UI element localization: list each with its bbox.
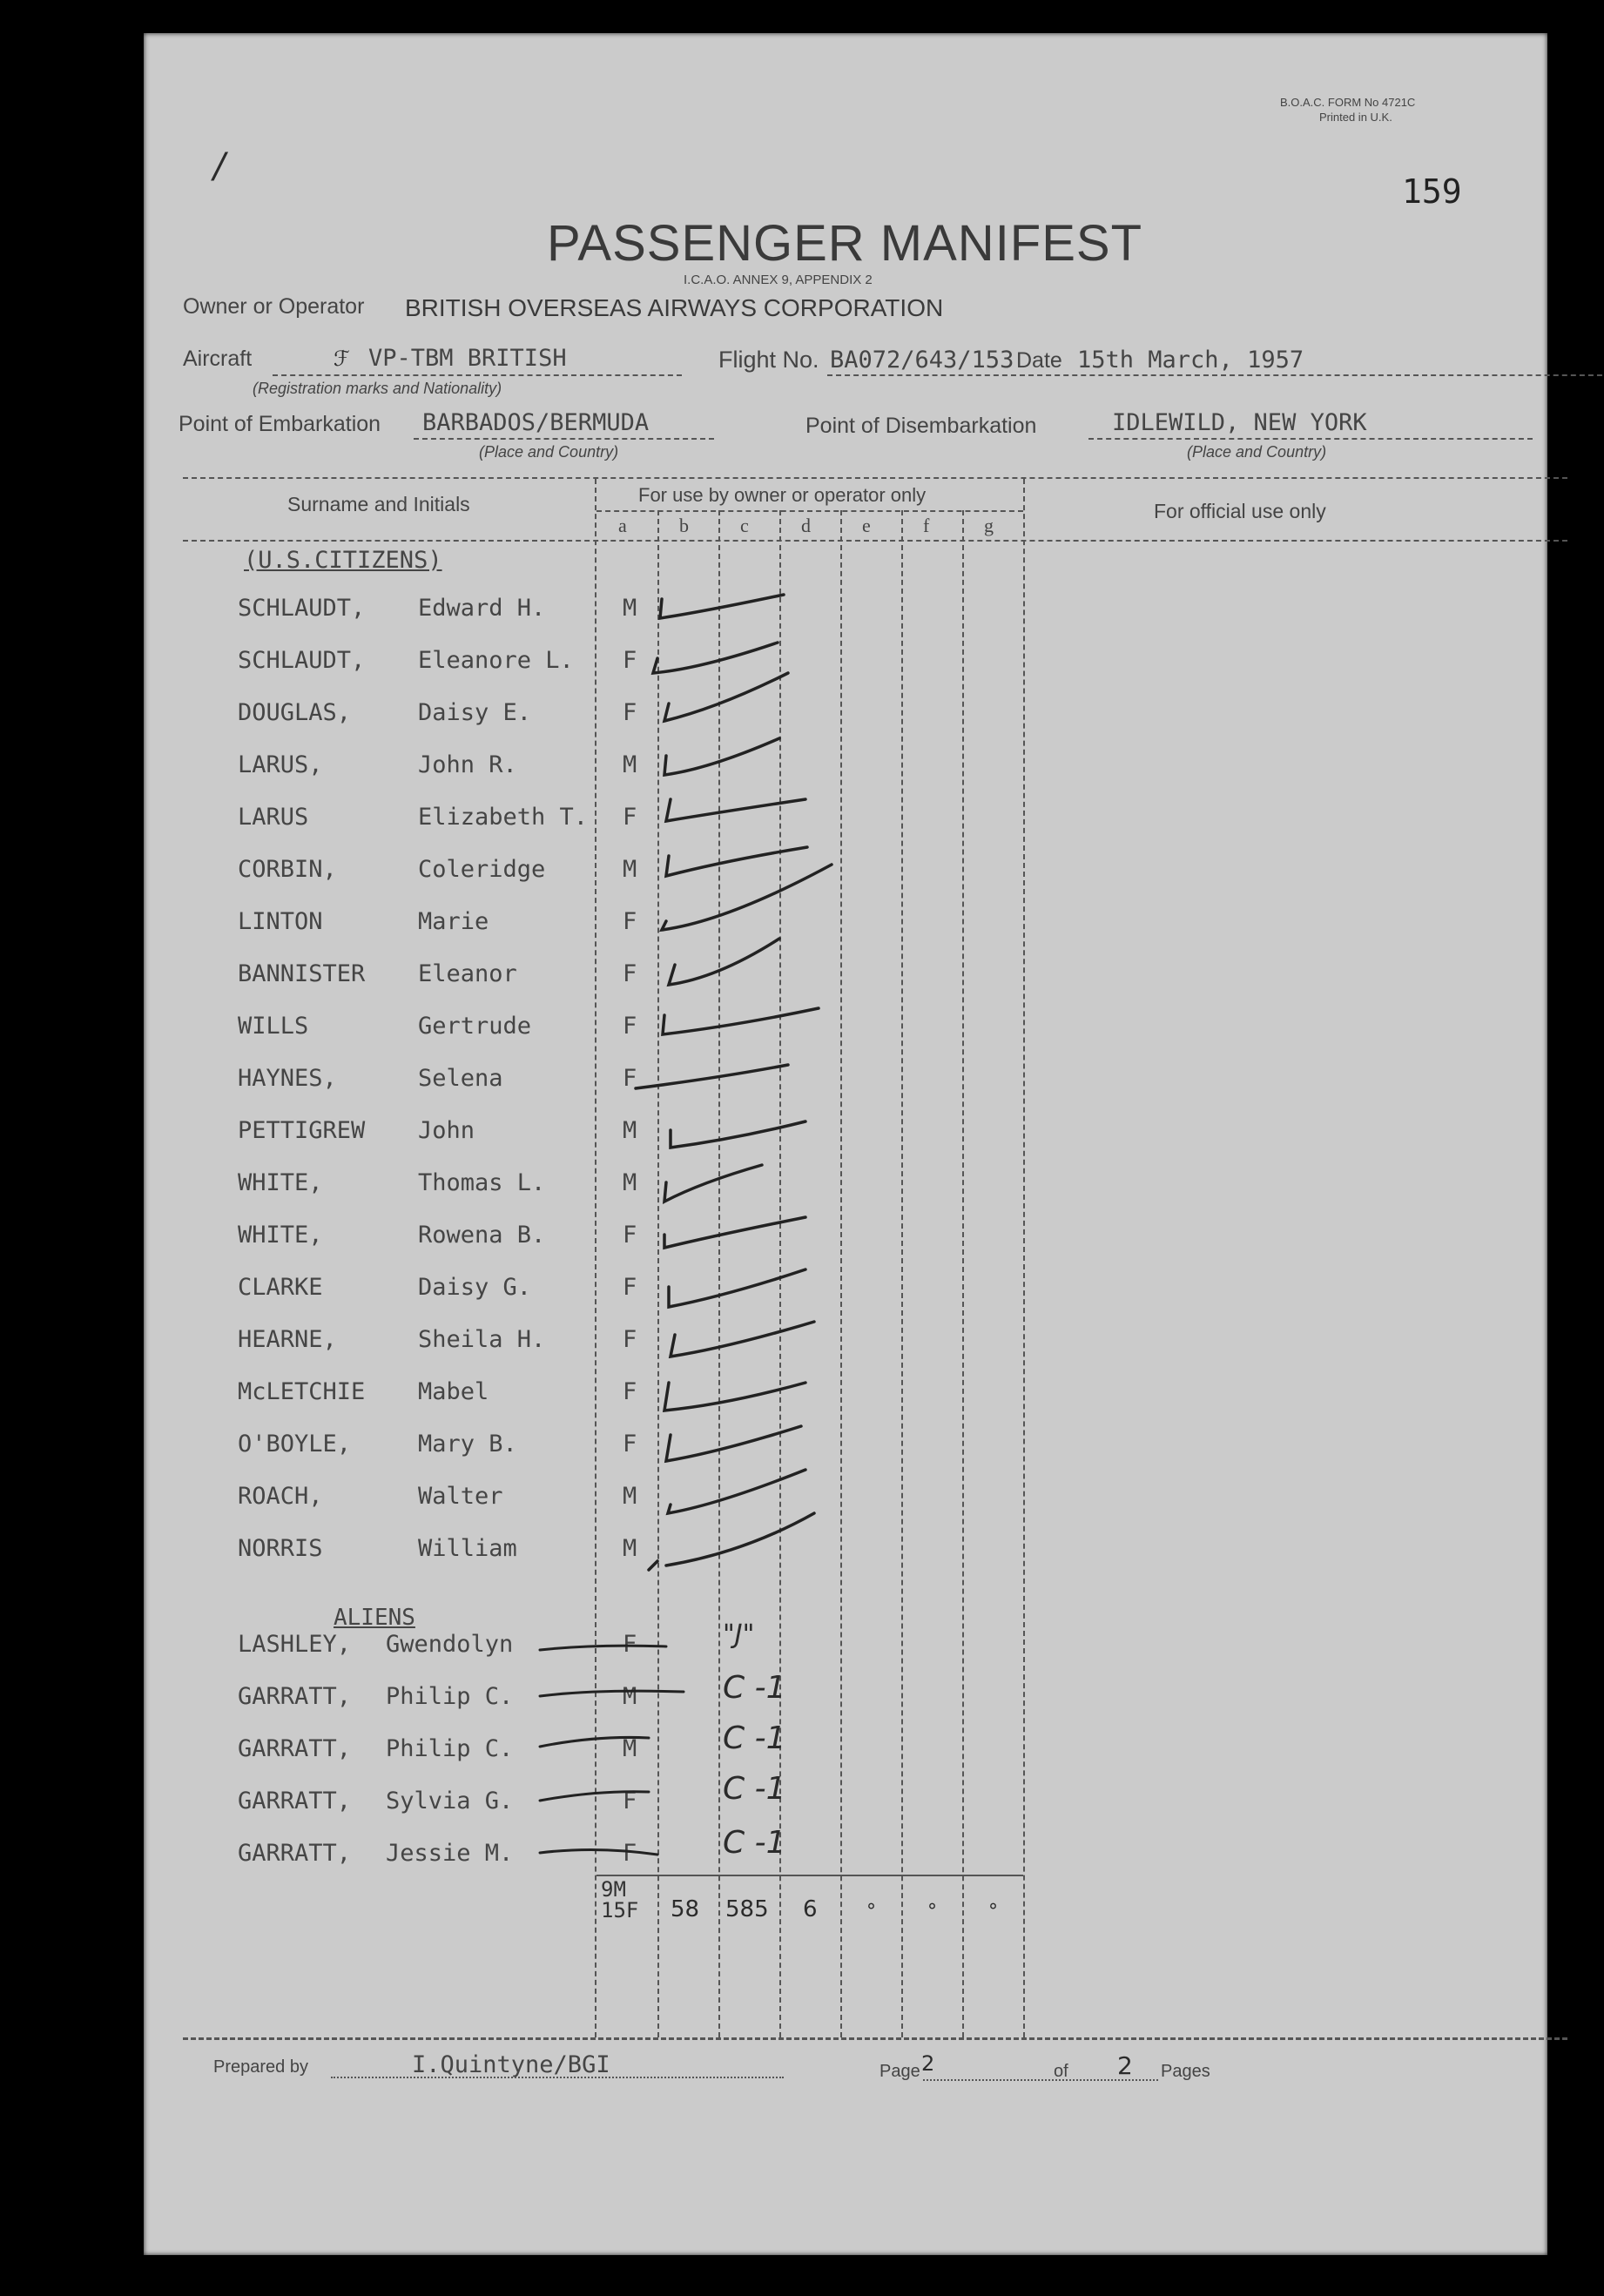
passenger-given-name: Eleanore L. [418, 647, 574, 674]
passenger-surname: CORBIN, [238, 856, 337, 883]
check-mark [653, 643, 778, 673]
page-label: Page [880, 2062, 920, 2081]
passenger-given-name: Philip C. [386, 1735, 514, 1762]
passenger-sex: F [623, 1013, 637, 1040]
col-line-7 [962, 510, 964, 2037]
passenger-mark: C -1 [723, 1825, 786, 1861]
page-underline [923, 2079, 1158, 2081]
check-mark [664, 1217, 805, 1248]
aircraft-note: (Registration marks and Nationality) [253, 380, 502, 397]
passenger-surname: ROACH, [238, 1483, 323, 1510]
check-mark [664, 1383, 805, 1411]
disembark-underline [1088, 438, 1533, 440]
passenger-sex: F [623, 1065, 637, 1092]
check-mark [666, 1513, 814, 1565]
passenger-sex: M [623, 1169, 637, 1196]
check-marks [636, 595, 832, 1570]
page-number: 2 [921, 2051, 935, 2076]
passenger-given-name: Jessie M. [386, 1840, 514, 1867]
aircraft-strike-mark: ℱ [334, 347, 350, 371]
passenger-sex: M [623, 751, 637, 778]
passenger-given-name: Rowena B. [418, 1222, 546, 1249]
subcol-b: b [679, 515, 689, 536]
page-total: 2 [1117, 2051, 1133, 2080]
check-mark [671, 1121, 805, 1148]
passenger-sex: F [623, 1431, 637, 1458]
passenger-given-name: Edward H. [418, 595, 546, 622]
aircraft-label: Aircraft [183, 347, 253, 371]
subcol-e: e [862, 515, 871, 536]
flight-label: Flight No. [718, 347, 819, 373]
passenger-given-name: Thomas L. [418, 1169, 546, 1196]
of-label: of [1054, 2062, 1068, 2081]
total-b: 58 [671, 1896, 700, 1922]
check-mark [668, 1470, 805, 1513]
total-a: 9M 15F [601, 1877, 639, 1922]
passenger-sex: F [623, 1274, 637, 1301]
total-e: ° [866, 1901, 876, 1922]
alien-strokes [540, 1646, 684, 1855]
printed-in: Printed in U.K. [1319, 111, 1392, 124]
passenger-given-name: Selena [418, 1065, 503, 1092]
passenger-sex: M [623, 1483, 637, 1510]
check-mark [664, 1165, 762, 1202]
passenger-sex: F [623, 960, 637, 987]
passenger-given-name: Sylvia G. [386, 1788, 514, 1815]
passenger-surname: CLARKE [238, 1274, 323, 1301]
passenger-sex: M [623, 1735, 637, 1762]
manifest-sheet [144, 33, 1547, 2255]
passenger-surname: WHITE, [238, 1169, 323, 1196]
embark-value: BARBADOS/BERMUDA [422, 409, 650, 436]
passenger-sex: F [623, 908, 637, 935]
disembark-label: Point of Disembarkation [805, 414, 1037, 438]
pen-stroke [540, 1691, 684, 1696]
col-line-1 [595, 479, 596, 2037]
passenger-given-name: Gertrude [418, 1013, 532, 1040]
section-us-citizens: (U.S.CITIZENS) [244, 547, 442, 574]
aircraft-value: VP-TBM BRITISH [368, 345, 567, 372]
passenger-surname: HEARNE, [238, 1326, 337, 1353]
passenger-mark: C -1 [723, 1670, 786, 1706]
passenger-given-name: John [418, 1117, 475, 1144]
col-line-3 [718, 510, 720, 2037]
disembark-value: IDLEWILD, NEW YORK [1112, 409, 1367, 436]
page-title: PASSENGER MANIFEST [547, 215, 1143, 272]
passenger-surname: GARRATT, [238, 1683, 352, 1710]
prepared-value: I.Quintyne/BGI [412, 2051, 610, 2078]
section-aliens: ALIENS [334, 1605, 415, 1631]
passenger-sex: F [623, 647, 637, 674]
flight-value: BA072/643/153 [830, 347, 1014, 374]
totals-top-rule [596, 1875, 1023, 1876]
passenger-surname: GARRATT, [238, 1840, 352, 1867]
passenger-mark: C -1 [723, 1771, 786, 1807]
col-official-header: For official use only [1154, 500, 1326, 522]
passenger-given-name: Eleanor [418, 960, 517, 987]
subcol-g: g [984, 515, 994, 536]
check-mark [649, 1561, 657, 1570]
passenger-surname: GARRATT, [238, 1735, 352, 1762]
col-operator-header: For use by owner or operator only [638, 484, 927, 506]
col-name-header: Surname and Initials [287, 493, 470, 515]
check-mark [669, 939, 779, 985]
passenger-surname: HAYNES, [238, 1065, 337, 1092]
aircraft-underline [273, 374, 682, 376]
form-code: B.O.A.C. FORM No 4721C [1280, 96, 1416, 109]
passenger-given-name: Mary B. [418, 1431, 517, 1458]
embark-label: Point of Embarkation [179, 412, 381, 436]
passenger-sex: M [623, 1683, 637, 1710]
passenger-surname: O'BOYLE, [238, 1431, 352, 1458]
passenger-given-name: Elizabeth T. [418, 804, 589, 831]
embark-note: (Place and Country) [479, 443, 619, 461]
pages-label: Pages [1161, 2062, 1210, 2081]
passenger-surname: SCHLAUDT, [238, 647, 366, 674]
flight-underline [827, 374, 1604, 376]
total-c: 585 [725, 1896, 769, 1922]
subcol-c: c [740, 515, 749, 536]
owner-value: BRITISH OVERSEAS AIRWAYS CORPORATION [405, 294, 944, 321]
prepared-label: Prepared by [213, 2057, 308, 2077]
stray-mark: / [213, 146, 226, 186]
passenger-given-name: Mabel [418, 1378, 489, 1405]
passenger-given-name: Walter [418, 1483, 503, 1510]
passenger-surname: WILLS [238, 1013, 309, 1040]
total-f: ° [927, 1901, 937, 1922]
passenger-sex: F [623, 1631, 637, 1658]
table-bottom-rule [183, 2037, 1567, 2040]
passenger-given-name: Gwendolyn [386, 1631, 514, 1658]
passenger-surname: WHITE, [238, 1222, 323, 1249]
check-mark [666, 799, 805, 821]
check-mark [671, 1322, 814, 1357]
subcol-f: f [923, 515, 930, 536]
passenger-given-name: Marie [418, 908, 489, 935]
passenger-mark: C -1 [723, 1720, 786, 1756]
passenger-sex: F [623, 1788, 637, 1815]
passenger-sex: F [623, 1840, 637, 1867]
owner-label: Owner or Operator [183, 294, 365, 319]
passenger-given-name: William [418, 1535, 517, 1562]
subcol-d: d [801, 515, 811, 536]
embark-underline [414, 438, 714, 440]
passenger-given-name: Sheila H. [418, 1326, 546, 1353]
passenger-surname: LINTON [238, 908, 323, 935]
passenger-sex: M [623, 595, 637, 622]
date-label: Date [1016, 348, 1062, 373]
passenger-surname: SCHLAUDT, [238, 595, 366, 622]
check-mark [664, 738, 779, 775]
table-top-rule [183, 477, 1567, 479]
passenger-surname: PETTIGREW [238, 1117, 366, 1144]
date-value: 15th March, 1957 [1077, 347, 1304, 374]
subcol-header-rule [596, 510, 1023, 512]
col-line-8 [1023, 479, 1025, 2037]
passenger-given-name: Philip C. [386, 1683, 514, 1710]
check-mark [662, 865, 832, 930]
check-mark [663, 1008, 819, 1034]
passenger-surname: LARUS [238, 804, 309, 831]
passenger-surname: NORRIS [238, 1535, 323, 1562]
passenger-surname: BANNISTER [238, 960, 366, 987]
total-g: ° [988, 1901, 998, 1922]
passenger-surname: McLETCHIE [238, 1378, 366, 1405]
passenger-sex: F [623, 1222, 637, 1249]
check-mark [660, 595, 784, 618]
passenger-mark: "J" [723, 1619, 755, 1650]
passenger-sex: F [623, 804, 637, 831]
passenger-given-name: Daisy E. [418, 699, 532, 726]
prepared-underline [331, 2077, 784, 2078]
passenger-sex: F [623, 699, 637, 726]
passenger-surname: LASHLEY, [238, 1631, 352, 1658]
check-mark [666, 847, 807, 876]
passenger-sex: M [623, 1117, 637, 1144]
passenger-surname: GARRATT, [238, 1788, 352, 1815]
col-line-5 [840, 510, 842, 2037]
page-stamp: 159 [1402, 172, 1462, 211]
header-bottom-rule [183, 540, 1567, 542]
col-line-6 [901, 510, 903, 2037]
disembark-note: (Place and Country) [1187, 443, 1327, 461]
passenger-sex: M [623, 856, 637, 883]
passenger-surname: DOUGLAS, [238, 699, 352, 726]
passenger-sex: M [623, 1535, 637, 1562]
col-line-2 [657, 510, 659, 2037]
passenger-sex: F [623, 1326, 637, 1353]
col-line-4 [779, 510, 781, 2037]
page-subtitle: I.C.A.O. ANNEX 9, APPENDIX 2 [684, 273, 873, 287]
passenger-sex: F [623, 1378, 637, 1405]
passenger-surname: LARUS, [238, 751, 323, 778]
passenger-given-name: John R. [418, 751, 517, 778]
passenger-given-name: Daisy G. [418, 1274, 532, 1301]
check-mark [664, 673, 788, 721]
check-mark [669, 1269, 805, 1307]
passenger-given-name: Coleridge [418, 856, 546, 883]
total-d: 6 [803, 1896, 818, 1922]
subcol-a: a [618, 515, 627, 536]
